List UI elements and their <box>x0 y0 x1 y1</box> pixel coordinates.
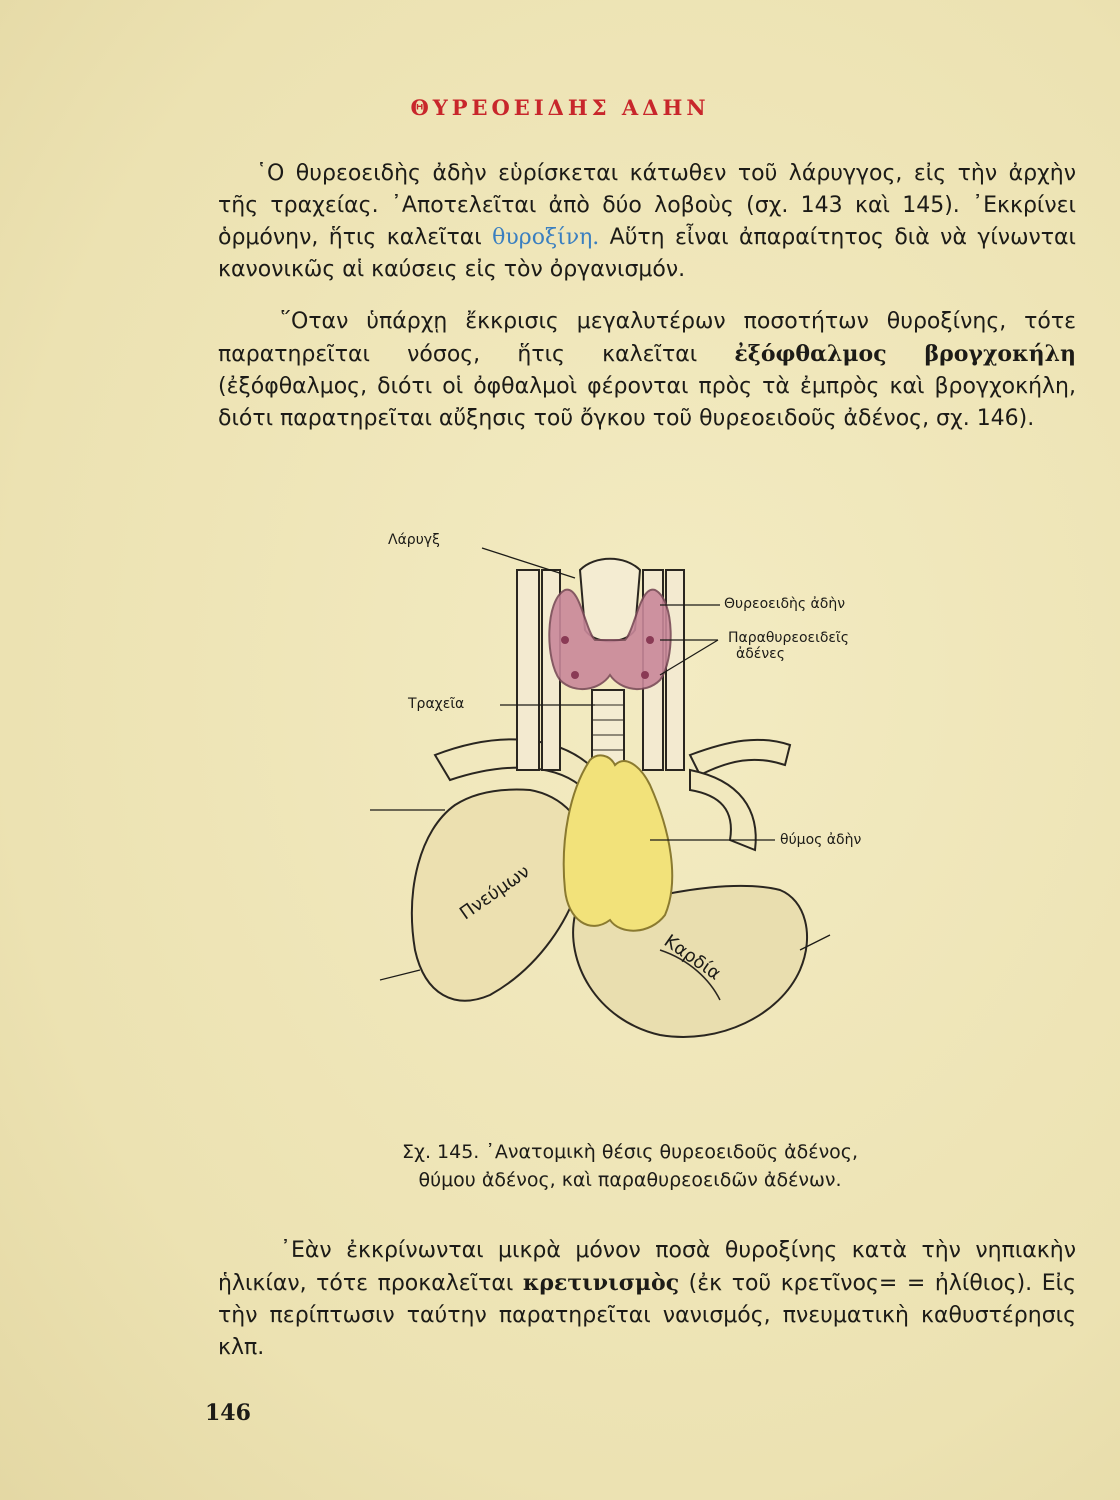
parathyroid-gland <box>561 636 569 644</box>
caption-line: Σχ. 145. ᾿Ανατομικὴ θέσις θυρεοειδοῦς ἀδένος, <box>401 1141 858 1163</box>
paragraph-cretinism <box>218 1235 1076 1364</box>
label-trachea: Τραχεῖα <box>408 696 465 712</box>
paragraph-hyperthyroidism <box>218 306 1076 435</box>
caption-line: θύμου ἀδένος, καὶ παραθυρεοειδῶν ἀδένων. <box>418 1169 842 1191</box>
label-lung: Πνεύμων <box>455 860 534 925</box>
label-parathyroid-1: Παραθυρεοειδεῖς <box>728 630 849 646</box>
thymus-shape <box>564 755 672 930</box>
anatomy-illustration <box>360 540 920 1100</box>
label-larynx: Λάρυγξ <box>388 532 440 548</box>
paragraph-text: Αὕτη εἶναι ἀπαραίτητος διὰ νὰ γίνωνται κανονικῶς αἱ καύσεις εἰς τὸν ὀργανισμόν. <box>218 225 1076 282</box>
graves-disease-term: ἐξόφθαλμος βρογχοκήλη <box>734 341 1076 367</box>
paragraph-text: (ἐξόφθαλμος, διότι οἱ ὀφθαλμοὶ φέρονται πρὸς τὰ ἐμπρὸς καὶ βρογχοκήλη, διότι παρατηρεῖται αὔξησις τοῦ ὄγκου τοῦ θυρεοειδοῦς ἀδένος, σχ. 146). <box>218 374 1076 431</box>
label-heart: Καρδία <box>660 930 725 985</box>
figure-caption <box>370 1138 890 1194</box>
parathyroid-gland <box>641 671 649 679</box>
paragraph-text: ῾Ο θυρεοειδὴς ἀδὴν εὑρίσκεται κάτωθεν τοῦ λάρυγγος, εἰς τὴν ἀρχὴν τῆς τραχείας. ᾿Αποτελεῖται ἀπὸ δύο λοβοὺς (σχ. 143 καὶ 145). ᾿Εκκρίνει ὁρμόνην, ἥτις καλεῖται <box>218 161 1076 250</box>
label-thyroid: Θυρεοειδὴς ἀδὴν <box>724 596 846 612</box>
cretinism-term: κρετινισμὸς <box>522 1270 680 1296</box>
label-thymus: θύμος ἀδὴν <box>780 832 862 848</box>
parathyroid-gland <box>571 671 579 679</box>
section-heading: ΘΥΡΕΟΕΙΔΗΣ ΑΔΗΝ <box>410 95 710 120</box>
parathyroid-gland <box>646 636 654 644</box>
anatomy-figure <box>360 532 920 1100</box>
label-parathyroid-2: ἀδένες <box>736 646 785 662</box>
page-number: 146 <box>205 1400 251 1426</box>
paragraph-text: (ἐκ τοῦ κρετῖνος= = ἠλίθιος). Εἰς τὴν περίπτωσιν ταύτην παρατηρεῖται νανισμός, πνευματικὴ καθυστέρησις κλπ. <box>218 1271 1076 1360</box>
thyroxine-term: θυροξίνη. <box>492 225 600 250</box>
paragraph-text: ῞Οταν ὑπάρχῃ ἔκκρισις μεγαλυτέρων ποσοτήτων θυροξίνης, τότε παρατηρεῖται νόσος, ἥτις καλεῖται <box>218 309 1076 367</box>
paragraph-text: ᾿Εὰν ἐκκρίνωνται μικρὰ μόνον ποσὰ θυροξίνης κατὰ τὴν νηπιακὴν ἡλικίαν, τότε προκαλεῖται <box>218 1238 1076 1296</box>
paragraph-thyroid-intro <box>218 158 1076 286</box>
aortic-arch <box>435 739 595 790</box>
